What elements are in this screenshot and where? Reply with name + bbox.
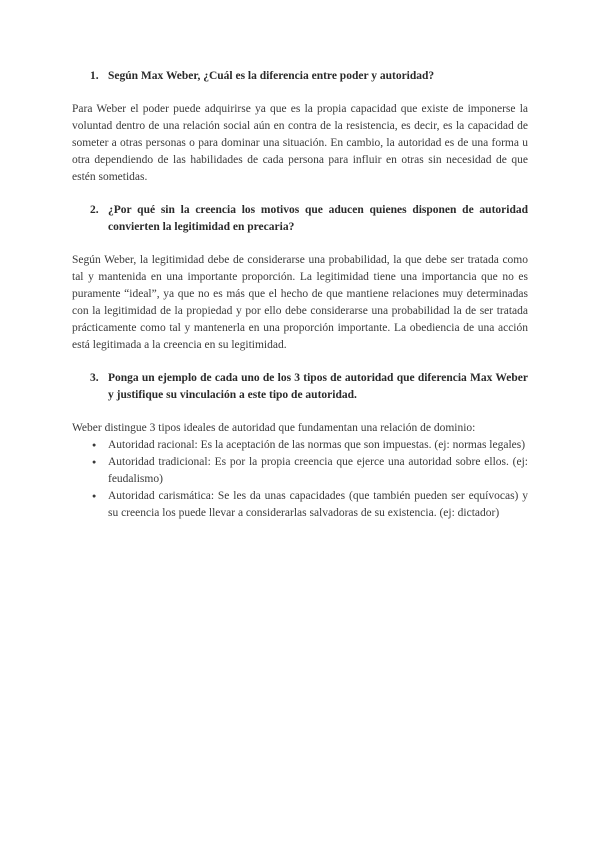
- list-item-autoridad-racional: [72, 437, 528, 454]
- bullet-icon: ●: [92, 440, 97, 449]
- question-1-answer: Para Weber el poder puede adquirirse ya que es la propia capacidad que existe de imponerse la voluntad dentro de una relación social aún en contra de la resistencia, es decir, es la capacidad de someter a otras personas o para dominar una situación. En cambio, la autoridad es de una forma u otra dependiendo de las habilidades de cada persona para influir en otras sin necesidad de que estén sometidas.: [72, 103, 528, 183]
- question-3-heading: [72, 370, 528, 404]
- question-3-answer-intro: Weber distingue 3 tipos ideales de autoridad que fundamentan una relación de dominio:: [72, 422, 476, 434]
- question-block-1: [72, 68, 528, 186]
- list-item-text: Autoridad tradicional: Es por la propia creencia que ejerce una autoridad sobre ellos. (ej: feudalismo): [108, 456, 528, 485]
- question-block-3: [72, 370, 528, 522]
- authority-types-list: [72, 437, 528, 522]
- bullet-icon: ●: [92, 491, 97, 500]
- question-1-heading: [72, 68, 528, 85]
- question-2-heading: [72, 202, 528, 236]
- question-3-number: 3.: [90, 372, 99, 384]
- question-3-text: Ponga un ejemplo de cada uno de los 3 tipos de autoridad que diferencia Max Weber y justifique su vinculación a este tipo de autoridad.: [108, 372, 528, 401]
- question-2-answer: Según Weber, la legitimidad debe de considerarse una probabilidad, la que debe ser tratada como tal y mantenida en una importante proporción. La legitimidad tiene una importancia que no es puramente “ideal”, ya que no es más que el hecho de que mantiene relaciones muy determinadas con la legitimidad de la propiedad y por ello debe considerarse una probabilidad la de ser tratada prácticamente como tal y mantenerla en una proporción importante. La obediencia de una acción está legitimada a la creencia en su legitimidad.: [72, 254, 528, 351]
- question-2-text: ¿Por qué sin la creencia los motivos que aducen quienes disponen de autoridad convierten la legitimidad en precaria?: [108, 204, 528, 233]
- question-block-2: [72, 202, 528, 354]
- question-1-text: Según Max Weber, ¿Cuál es la diferencia entre poder y autoridad?: [108, 70, 435, 82]
- question-2-number: 2.: [90, 204, 99, 216]
- list-item-text: Autoridad racional: Es la aceptación de las normas que son impuestas. (ej: normas legales): [108, 439, 526, 451]
- bullet-icon: ●: [92, 457, 97, 466]
- list-item-autoridad-tradicional: [72, 454, 528, 488]
- list-item-text: Autoridad carismática: Se les da unas capacidades (que también pueden ser equívocas) y su creencia los puede llevar a considerarlas salvadoras de su existencia. (ej: dictador): [108, 490, 528, 519]
- question-1-number: 1.: [90, 70, 99, 82]
- list-item-autoridad-carismatica: [72, 488, 528, 522]
